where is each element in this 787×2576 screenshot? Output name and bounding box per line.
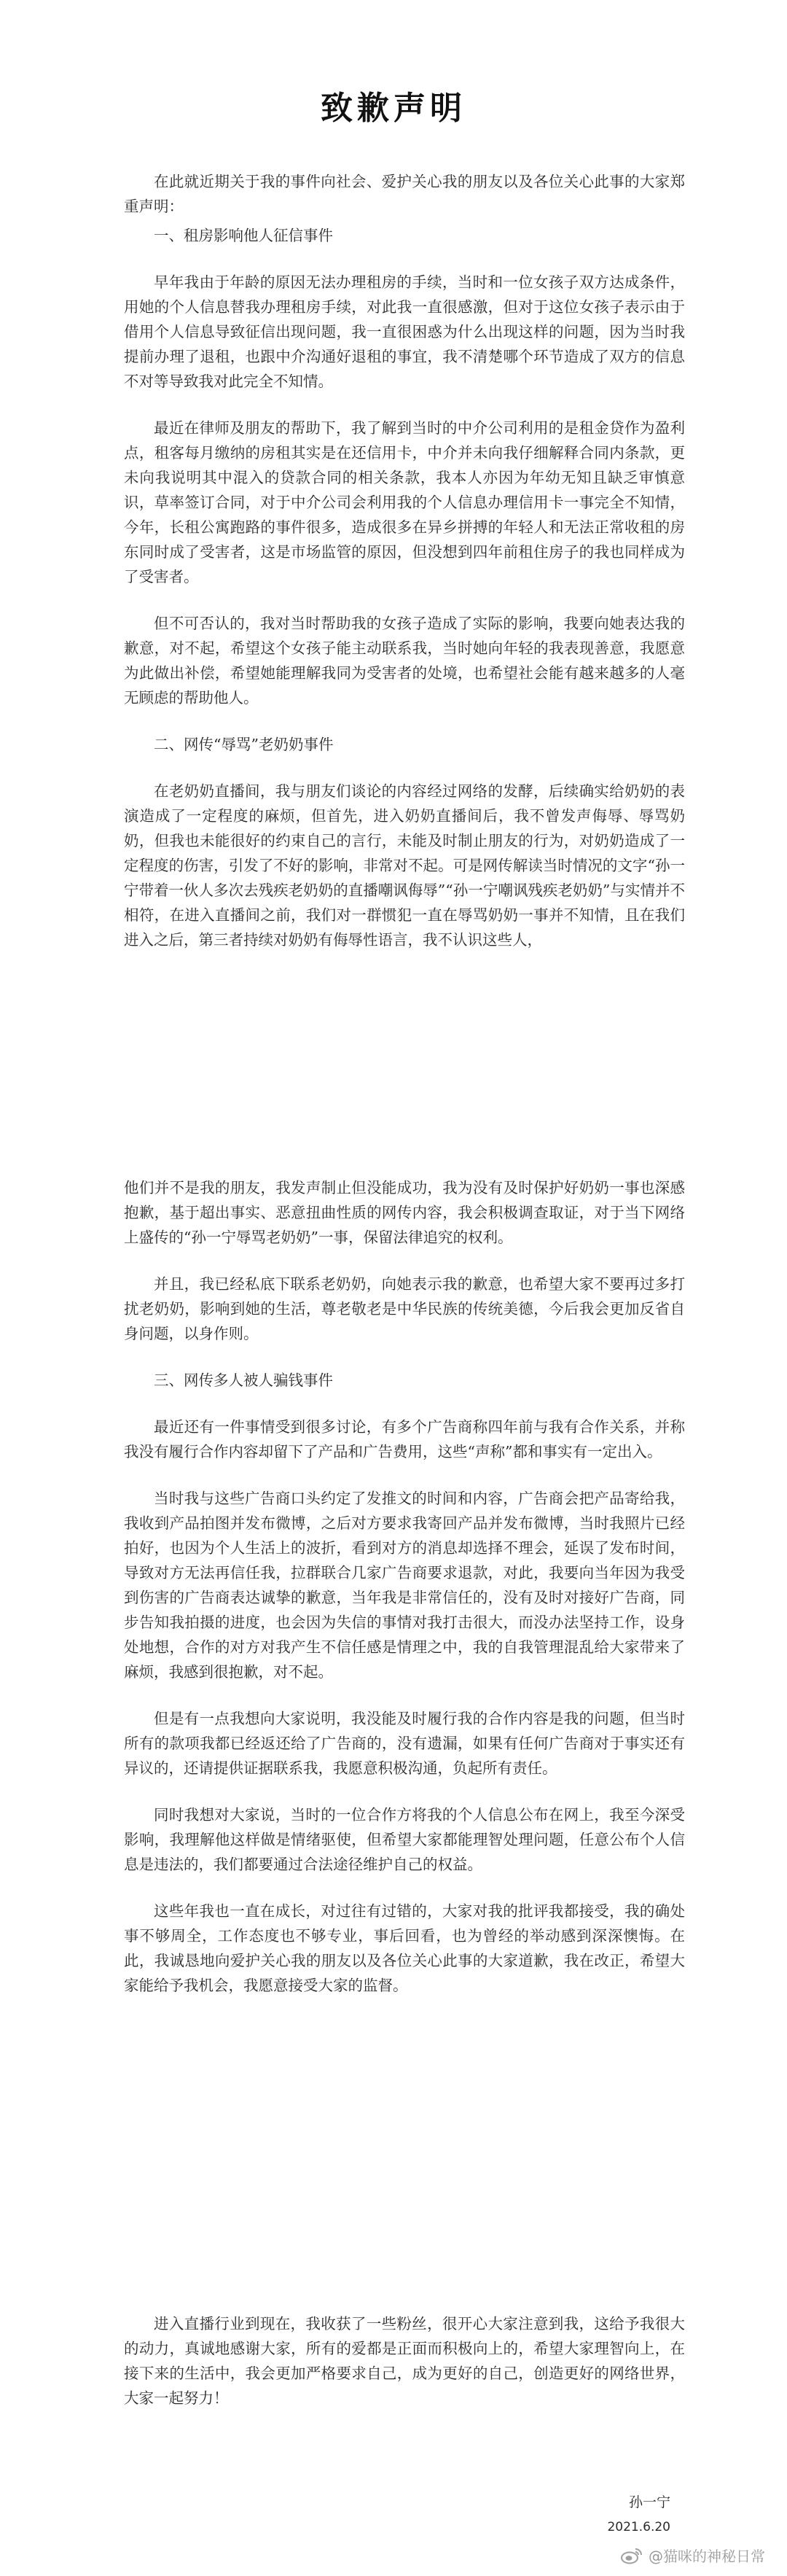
closing-paragraph: 进入直播行业到现在，我收获了一些粉丝，很开心大家注意到我，这给予我很大的动力，真诚地感谢大家，所有的爱都是正面而积极向上的，希望大家理智向上，在接下来的生活中，我会更加严格要求自己，成为更好的自己，创造更好的网络世界，大家一起努力！ — [124, 2315, 685, 2407]
weibo-watermark — [621, 2545, 765, 2566]
statement-block-1 — [124, 169, 685, 974]
statement-block-3 — [124, 2311, 685, 2432]
signature-date: 2021.6.20 — [607, 2520, 670, 2534]
signature-name: 孙一宁 — [628, 2494, 670, 2510]
section-3-paragraph-5: 这些年我也一直在成长，对过往有过错的，大家对我的批评我都接受，我的确处事不够周全，工作态度也不够专业，事后回看，也为曾经的举动感到深深懊悔。在此，我诚恳地向爱护关心我的朋友以及各位关心此事的大家道歉，我在改正，希望大家能给予我机会，我愿意接受大家的监督。 — [124, 1902, 685, 1994]
section-3-paragraph-3: 但是有一点我想向大家说明，我没能及时履行我的合作内容是我的问题，但当时所有的款项我都已经返还给了广告商的，没有遗漏，如果有任何广告商对于事实还有异议的，还请提供证据联系我，我愿意积极沟通，负起所有责任。 — [124, 1710, 685, 1777]
weibo-icon — [621, 2547, 643, 2564]
section-3-paragraph-4: 同时我想对大家说，当时的一位合作方将我的个人信息公布在网上，我至今深受影响，我理解他这样做是情绪驱使，但希望大家都能理智处理问题，任意公布个人信息是违法的，我们都要通过合法途径维护自己的权益。 — [124, 1806, 685, 1873]
section-1-paragraph-3: 但不可否认的，我对当时帮助我的女孩子造成了实际的影响，我要向她表达我的歉意，对不起，希望这个女孩子能主动联系我，当时她向年轻的我表现善意，我愿意为此做出补偿，希望她能理解我同为受害者的处境，也希望社会能有越来越多的人毫无顾虑的帮助他人。 — [124, 615, 685, 707]
statement-block-2 — [124, 1175, 685, 2020]
section-1-paragraph-2: 最近在律师及朋友的帮助下，我了解到当时的中介公司利用的是租金贷作为盈利点，租客每月缴纳的房租其实是在还信用卡，中介并未向我仔细解释合同内条款，更未向我说明其中混入的贷款合同的相关条款，我本人亦因为年幼无知且缺乏审慎意识，草率签订合同，对于中介公司会利用我的个人信息办理信用卡一事完全不知情，今年，长租公寓跑路的事件很多，造成很多在异乡拼搏的年轻人和无法正常收租的房东同时成了受害者，这是市场监管的原因，但没想到四年前租住房子的我也同样成为了受害者。 — [124, 419, 685, 585]
section-2-paragraph-1: 在老奶奶直播间，我与朋友们谈论的内容经过网络的发酵，后续确实给奶奶的表演造成了一定程度的麻烦，但首先，进入奶奶直播间后，我不曾发声侮辱、辱骂奶奶，但我也未能很好的约束自己的言行，未能及时制止朋友的行为，对奶奶造成了一定程度的伤害，引发了不好的影响，非常对不起。可是网传解读当时情况的文字“孙一宁带着一伙人多次去残疾老奶奶的直播嘲讽侮辱”“孙一宁嘲讽残疾老奶奶”与实情并不相符，在进入直播间之前，我们对一群惯犯一直在辱骂奶奶一事并不知情，且在我们进入之后，第三者持续对奶奶有侮辱性语言，我不认识这些人， — [124, 782, 685, 949]
section-3-paragraph-1: 最近还有一件事情受到很多讨论，有多个广告商称四年前与我有合作关系，并称我没有履行合作内容却留下了产品和广告费用，这些“声称”都和事实有一定出入。 — [124, 1418, 685, 1460]
section-3-paragraph-2: 当时我与这些广告商口头约定了发推文的时间和内容，广告商会把产品寄给我，我收到产品拍图并发布微博，之后对方要求我寄回产品并发布微博，当时我照片已经拍好，也因为个人生活上的波折，看到对方的消息却选择不理会，延误了发布时间，导致对方无法再信任我，拉群联合几家广告商要求退款，对此，我要向当年因为我受到伤害的广告商表达诚挚的歉意，当年我是非常信任的，没有及时对接好广告商，同步告知我拍摄的进度，也会因为失信的事情对我打击很大，而没办法坚持工作，设身处地想，合作的对方对我产生不信任感是情理之中，我的自我管理混乱给大家带来了麻烦，我感到很抱歉，对不起。 — [124, 1490, 685, 1681]
section-2-heading: 二、网传“辱骂”老奶奶事件 — [154, 736, 334, 753]
page-title: 致歉声明 — [321, 90, 466, 127]
section-1-heading: 一、租房影响他人征信事件 — [154, 227, 333, 244]
watermark-text: @猫咪的神秘日常 — [649, 2548, 765, 2565]
section-2-paragraph-2: 他们并不是我的朋友，我发声制止但没能成功，我为没有及时保护好奶奶一事也深感抱歉，基于超出事实、恶意扭曲性质的网传内容，我会积极调查取证，对于当下网络上盛传的“孙一宁辱骂老奶奶”一事，保留法律追究的权利。 — [124, 1179, 685, 1246]
intro-paragraph: 在此就近期关于我的事件向社会、爱护关心我的朋友以及各位关心此事的大家郑重声明： — [124, 173, 685, 215]
section-1-paragraph-1: 早年我由于年龄的原因无法办理租房的手续，当时和一位女孩子双方达成条件，用她的个人信息替我办理租房手续，对此我一直很感激，但对于这位女孩子表示由于借用个人信息导致征信出现问题，我一直很困惑为什么出现这样的问题，因为当时我提前办理了退租，也跟中介沟通好退租的事宜，我不清楚哪个环节造成了双方的信息不对等导致我对此完全不知情。 — [124, 273, 685, 390]
signature — [607, 2490, 670, 2540]
section-2-paragraph-3: 并且，我已经私底下联系老奶奶，向她表示我的歉意，也希望大家不要再过多打扰老奶奶，影响到她的生活，尊老敬老是中华民族的传统美德，今后我会更加反省自身问题，以身作则。 — [124, 1275, 685, 1342]
section-3-heading: 三、网传多人被人骗钱事件 — [154, 1371, 333, 1389]
